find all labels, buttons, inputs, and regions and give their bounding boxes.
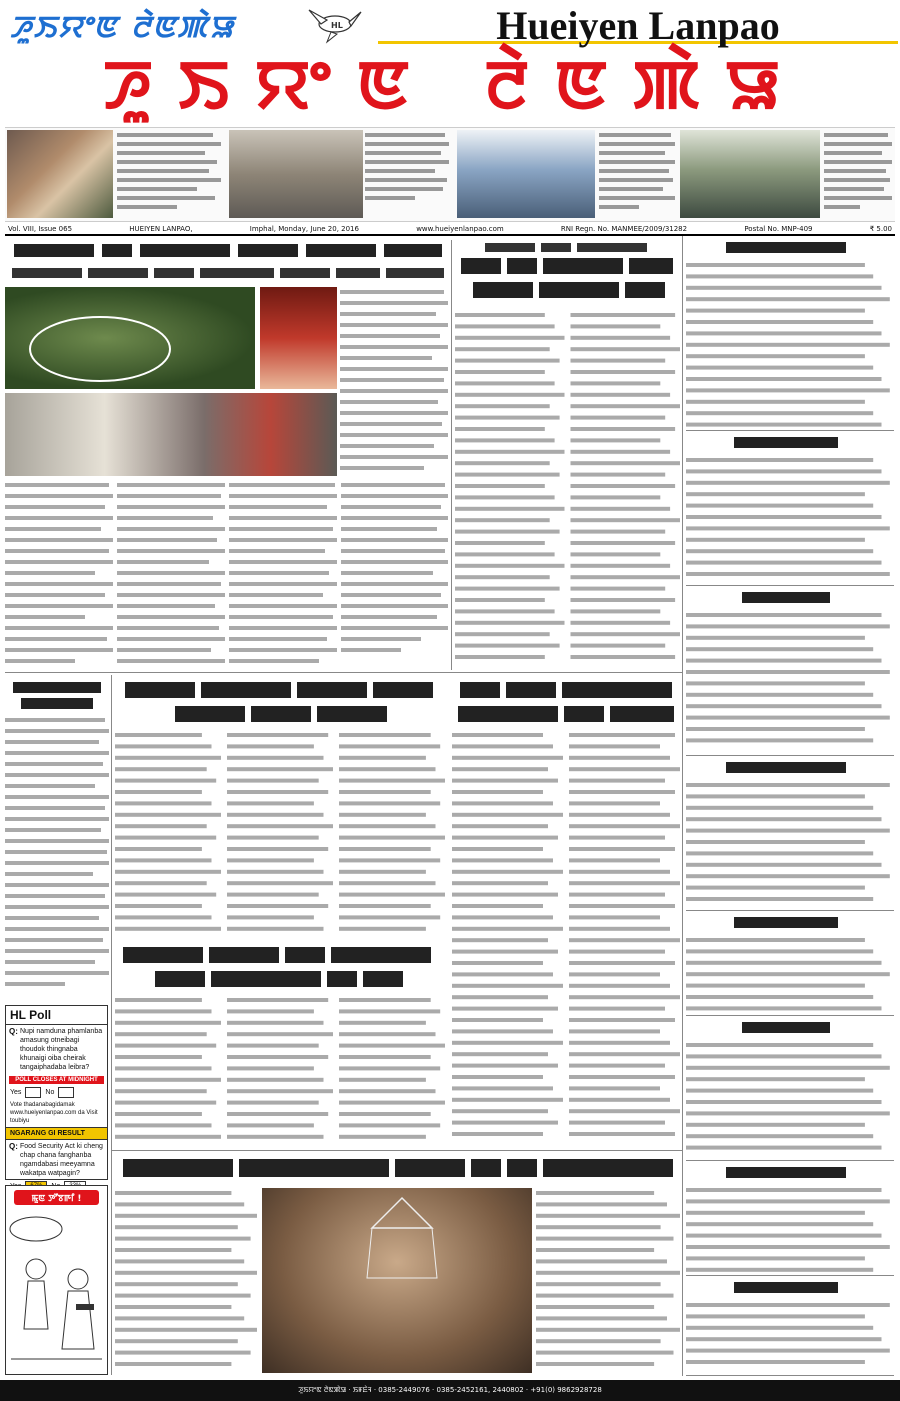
masthead-main-title: ꯍꯨꯏꯌꯦꯟ ꯂꯥꯟꯄꯥꯎ [103,46,807,125]
top-photo-strip [5,127,895,222]
strip-caption-1 [117,130,225,218]
brief-headline [686,915,894,934]
bottom-photo-chickens [262,1188,532,1373]
brief-headline [686,1280,894,1299]
brief-body [686,610,894,753]
story-3-body [115,995,445,1145]
bottom-body-right [536,1188,680,1373]
svg-text:HL: HL [331,21,343,30]
hl-poll-box [5,1005,108,1180]
left-col-body [5,715,109,1000]
bottom-body-left [115,1188,257,1373]
brief-rule [686,1275,894,1276]
strip-caption-3 [597,130,677,218]
brief-body [686,780,894,908]
brief-body [686,260,894,428]
lead-photo-portrait [260,287,337,389]
brief-rule [686,755,894,756]
strip-photo-4 [680,130,820,218]
story-3-headline [115,945,445,997]
story-4-headline [452,680,680,732]
column-rule [451,240,452,670]
volume-issue: Vol. VIII, Issue 065 [8,225,73,233]
brief-headline [686,760,894,779]
brief-body [686,1040,894,1158]
center-story-1-body [455,310,680,665]
poll-title: HL Poll [6,1006,107,1025]
cartoon-label: ꯃꯨꯟ ꯇꯧꯕꯒꯤ ! [14,1190,99,1205]
cartoon-box [5,1185,108,1375]
strip-photo-3 [457,130,595,218]
story-2-body [115,730,445,940]
masthead-script-name: ꯍꯨꯏꯌꯦꯟ ꯂꯥꯟꯄꯥꯎ [10,10,235,45]
poll-result-question: Q: Food Security Act ki cheng chap chana fanghanba ngamdabasi meeyamna wakatpa watpagin? [9,1142,103,1177]
brief-rule [686,1160,894,1161]
lead-headline [8,240,448,267]
brief-rule [686,585,894,586]
brief-headline [686,435,894,454]
bottom-headline [115,1155,680,1187]
masthead-latin-name: Hueiyen Lanpao [378,2,898,44]
poll-no-box[interactable] [58,1087,74,1098]
footer-contact-bar: ꯍꯨꯏꯌꯦꯟ ꯂꯥꯟꯄꯥꯎ · ꯏꯝꯐꯥꯜ · 0385-2449076 · 0385-2452161, 2440802 · +91(0) 9862928728 [0,1380,900,1401]
poll-no-label: No [45,1089,55,1096]
left-col-headline [5,680,109,715]
poll-yes-label: Yes [10,1089,22,1096]
center-headline-1 [455,256,680,308]
brief-headline [686,240,894,259]
poll-closes-banner: POLL CLOSES AT MIDNIGHT [9,1076,104,1084]
strip-photo-1 [7,130,113,218]
brief-rule [686,1015,894,1016]
brief-body [686,455,894,583]
publisher-name: HUEIYEN LANPAO, [129,225,193,233]
brief-body [686,935,894,1013]
brief-rule [686,910,894,911]
story-2-headline [115,680,445,732]
cartoon-drawing-icon [6,1209,107,1369]
postal-number: Postal No. MNP-409 [744,225,813,233]
brief-headline [686,1020,894,1039]
brief-rule [686,1375,894,1376]
story-4-body [452,730,680,1145]
issue-date: Imphal, Monday, June 20, 2016 [249,225,359,233]
website-link[interactable]: www.hueiyenlanpao.com [416,225,504,233]
poll-options [6,1086,107,1099]
rni-number: RNI Regn. No. MANMEE/2009/31282 [560,225,688,233]
poll-question: Q: Nupi namduna phamlanba amasung otneibagi thoudok thingnaba khunaigi oiba cheirak tangaiphadaba leibra? [9,1027,103,1071]
poll-result-title: NGARANG GI RESULT [6,1127,107,1140]
lead-photo-plants [5,287,255,389]
column-rule [111,675,112,1375]
lead-photo-protest [5,393,337,476]
dateline-bar [5,222,895,236]
brief-rule [686,430,894,431]
poll-yes-box[interactable] [25,1087,41,1098]
lead-subheadline [8,265,448,285]
section-rule [112,1150,682,1151]
poll-result-question-text: Food Security Act ki cheng chap chana fanghanba ngamdabasi meeyamna wakatpa watpagin? [20,1143,103,1177]
poll-vote-instructions: Vote thadanabagidamak www.hueiyenlanpao.com da Visit toubiyu [10,1102,98,1124]
strip-caption-2 [363,130,453,218]
brief-body [686,1185,894,1273]
brief-headline [686,1165,894,1184]
strip-caption-4 [823,130,893,218]
poll-question-text: Nupi namduna phamlanba amasung otneibagi thoudok thingnaba khunaigi oiba cheirak tangaiphadaba leibra? [20,1028,103,1071]
brief-body [686,1300,894,1373]
lead-body-col-top [340,287,448,477]
column-rule [682,236,683,1376]
section-rule [5,672,682,673]
lead-body-columns [5,480,448,670]
price: ₹ 5.00 [869,225,892,233]
dove-logo-icon [305,2,365,44]
brief-headline [686,590,894,609]
